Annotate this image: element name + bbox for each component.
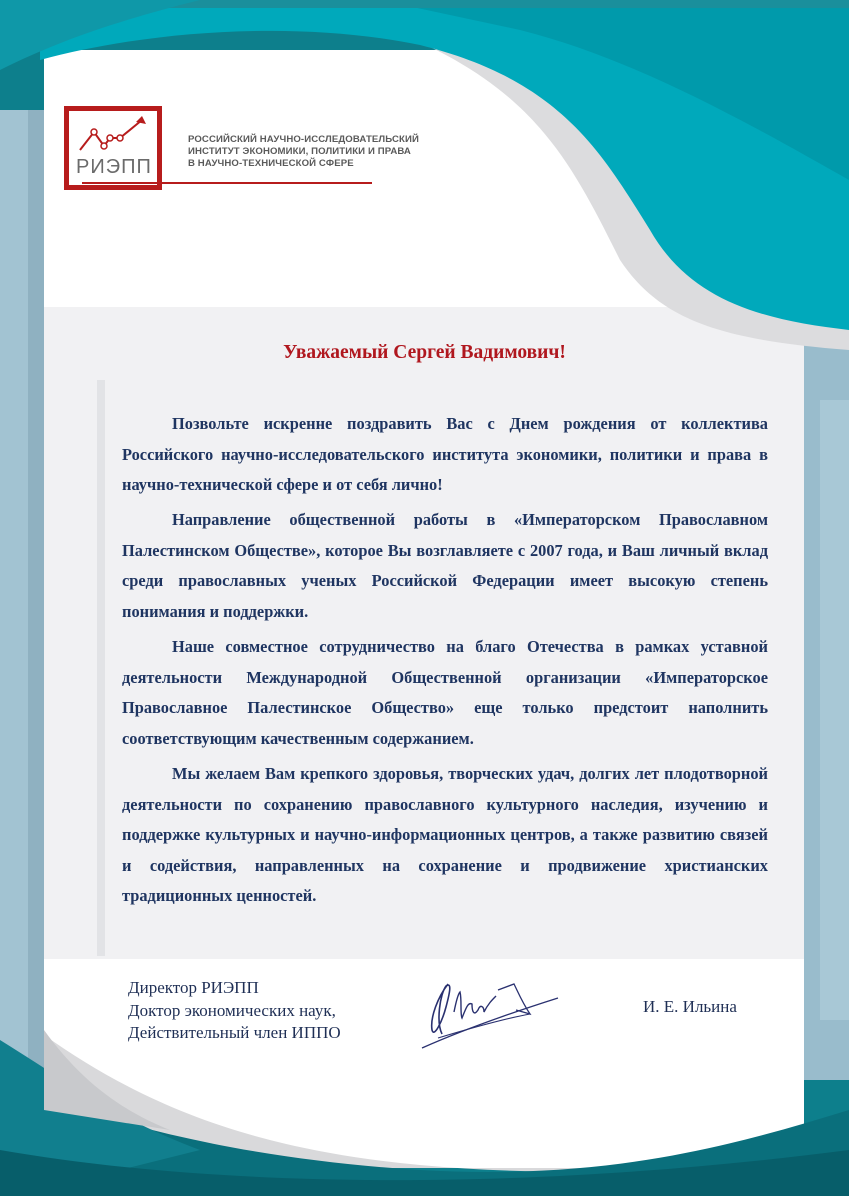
signatory-title: [128, 977, 341, 1045]
greeting-heading: Уважаемый Сергей Вадимович!: [283, 342, 566, 363]
logo-abbreviation: РИЭПП: [76, 156, 152, 178]
organization-name: [188, 134, 419, 170]
left-band-shade: [28, 110, 46, 1110]
letter-body: [122, 409, 768, 917]
signatory-name: И. Е. Ильина: [643, 997, 737, 1016]
signatory-title-line: Доктор экономических наук,: [128, 1000, 336, 1020]
letter-paragraph: Мы желаем Вам крепкого здоровья, творческих удач, долгих лет плодотворной деятельности по сохранению православного культурного наследия, изучению и поддержке культурных и научно-информационных центров, а также развитию связей и содействия, направленных на сохранение и продвижение христианских традиционных ценностей.: [122, 764, 768, 906]
letter-paragraph: Позвольте искренне поздравить Вас с Днем рождения от коллектива Российского научно-исследовательского института экономики, политики и права в научно-технической сфере и от себя лично!: [122, 414, 768, 495]
rising-chart-arrow-icon: [72, 116, 162, 156]
letter-paragraph: Направление общественной работы в «Императорском Православном Палестинском Обществе», которое Вы возглавляете с 2007 года, и Ваш личный вклад среди православных ученых Российской Федерации имеет высокую степень понимания и поддержки.: [122, 510, 768, 622]
logo-underline: [82, 182, 372, 184]
org-name-line: ИНСТИТУТ ЭКОНОМИКИ, ПОЛИТИКИ И ПРАВА: [188, 146, 411, 157]
signatory-title-line: Действительный член ИППО: [128, 1023, 341, 1042]
handwritten-signature-icon: [418, 972, 568, 1052]
signatory-title-line: Директор РИЭПП: [128, 978, 259, 997]
bottom-strip: [0, 1196, 849, 1200]
right-band-highlight: [820, 400, 849, 1020]
org-name-line: В НАУЧНО-ТЕХНИЧЕСКОЙ СФЕРЕ: [188, 158, 354, 169]
org-name-line: РОССИЙСКИЙ НАУЧНО-ИССЛЕДОВАТЕЛЬСКИЙ: [188, 134, 419, 145]
letter-paragraph: Наше совместное сотрудничество на благо Отечества в рамках уставной деятельности Международной Общественной организации «Императорское Православное Палестинское Общество» еще только предстоит наполнить соответствующим качественным содержанием.: [122, 637, 768, 748]
decorative-vertical-bar: [97, 380, 105, 956]
